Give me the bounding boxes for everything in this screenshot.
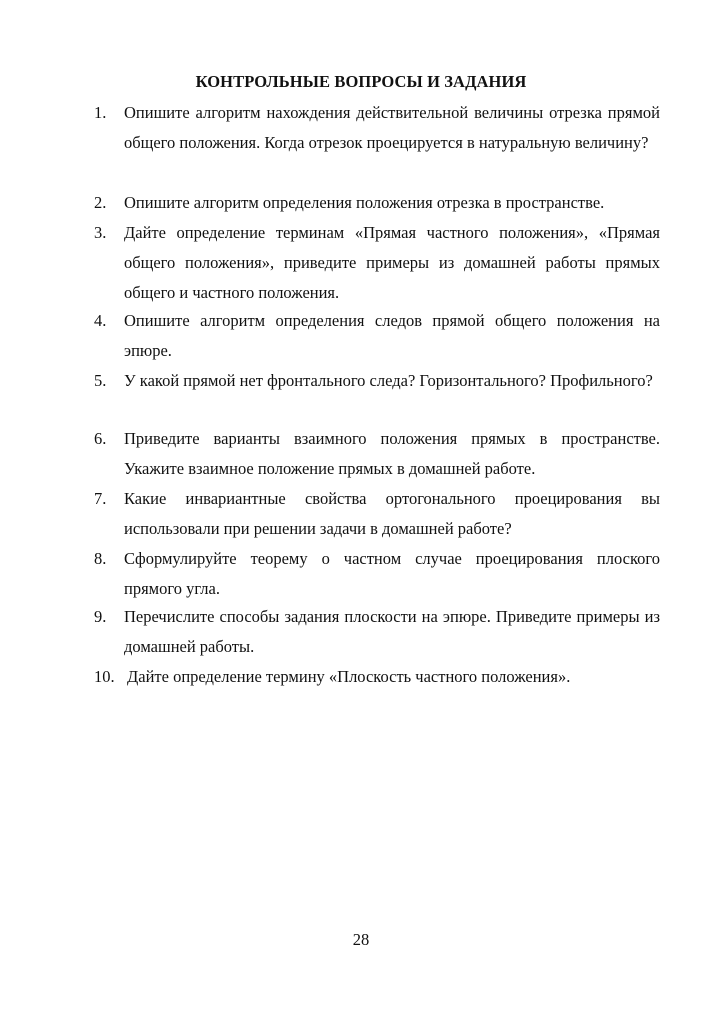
item-text: У какой прямой нет фронтального следа? Горизонтального? Профильного?	[124, 371, 653, 390]
item-text: Опишите алгоритм определения положения отрезка в пространстве.	[124, 193, 605, 212]
list-item	[94, 98, 660, 158]
page-number: 28	[352, 930, 370, 949]
item-text: Дайте определение термину «Плоскость частного положения».	[127, 667, 571, 686]
item-number: 9.	[94, 607, 107, 626]
item-number: 6.	[94, 429, 107, 448]
list-item	[94, 366, 660, 396]
item-text: Перечислите способы задания плоскости на эпюре. Приведите примеры из домашней работы.	[124, 607, 660, 656]
list-item	[94, 218, 660, 308]
item-text: Сформулируйте теорему о частном случае проецирования плоского прямого угла.	[124, 549, 660, 598]
list-item	[94, 188, 660, 218]
item-text: Какие инвариантные свойства ортогонального проецирования вы использовали при решении задачи в домашней работе?	[124, 489, 660, 538]
item-number: 5.	[94, 371, 107, 390]
item-number: 4.	[94, 311, 107, 330]
item-text: Опишите алгоритм определения следов прямой общего положения на эпюре.	[124, 311, 660, 360]
item-number: 3.	[94, 223, 107, 242]
list-item	[94, 544, 660, 604]
list-item	[94, 602, 660, 662]
item-text: Дайте определение терминам «Прямая частного положения», «Прямая общего положения», приведите примеры из домашней работы прямых общего и частного положения.	[124, 223, 660, 302]
item-text: Приведите варианты взаимного положения прямых в пространстве. Укажите взаимное положение прямых в домашней работе.	[124, 429, 660, 478]
page-title: КОНТРОЛЬНЫЕ ВОПРОСЫ И ЗАДАНИЯ	[195, 72, 527, 91]
list-item	[94, 484, 660, 544]
item-number: 7.	[94, 489, 107, 508]
item-number: 2.	[94, 193, 107, 212]
item-number: 8.	[94, 549, 107, 568]
item-number: 1.	[94, 103, 107, 122]
list-item	[94, 306, 660, 366]
list-item	[94, 424, 660, 484]
item-text: Опишите алгоритм нахождения действительной величины отрезка прямой общего положения. Когда отрезок проецируется в натуральную величину?	[124, 103, 660, 152]
item-number: 10.	[94, 667, 115, 686]
list-item	[94, 662, 660, 692]
